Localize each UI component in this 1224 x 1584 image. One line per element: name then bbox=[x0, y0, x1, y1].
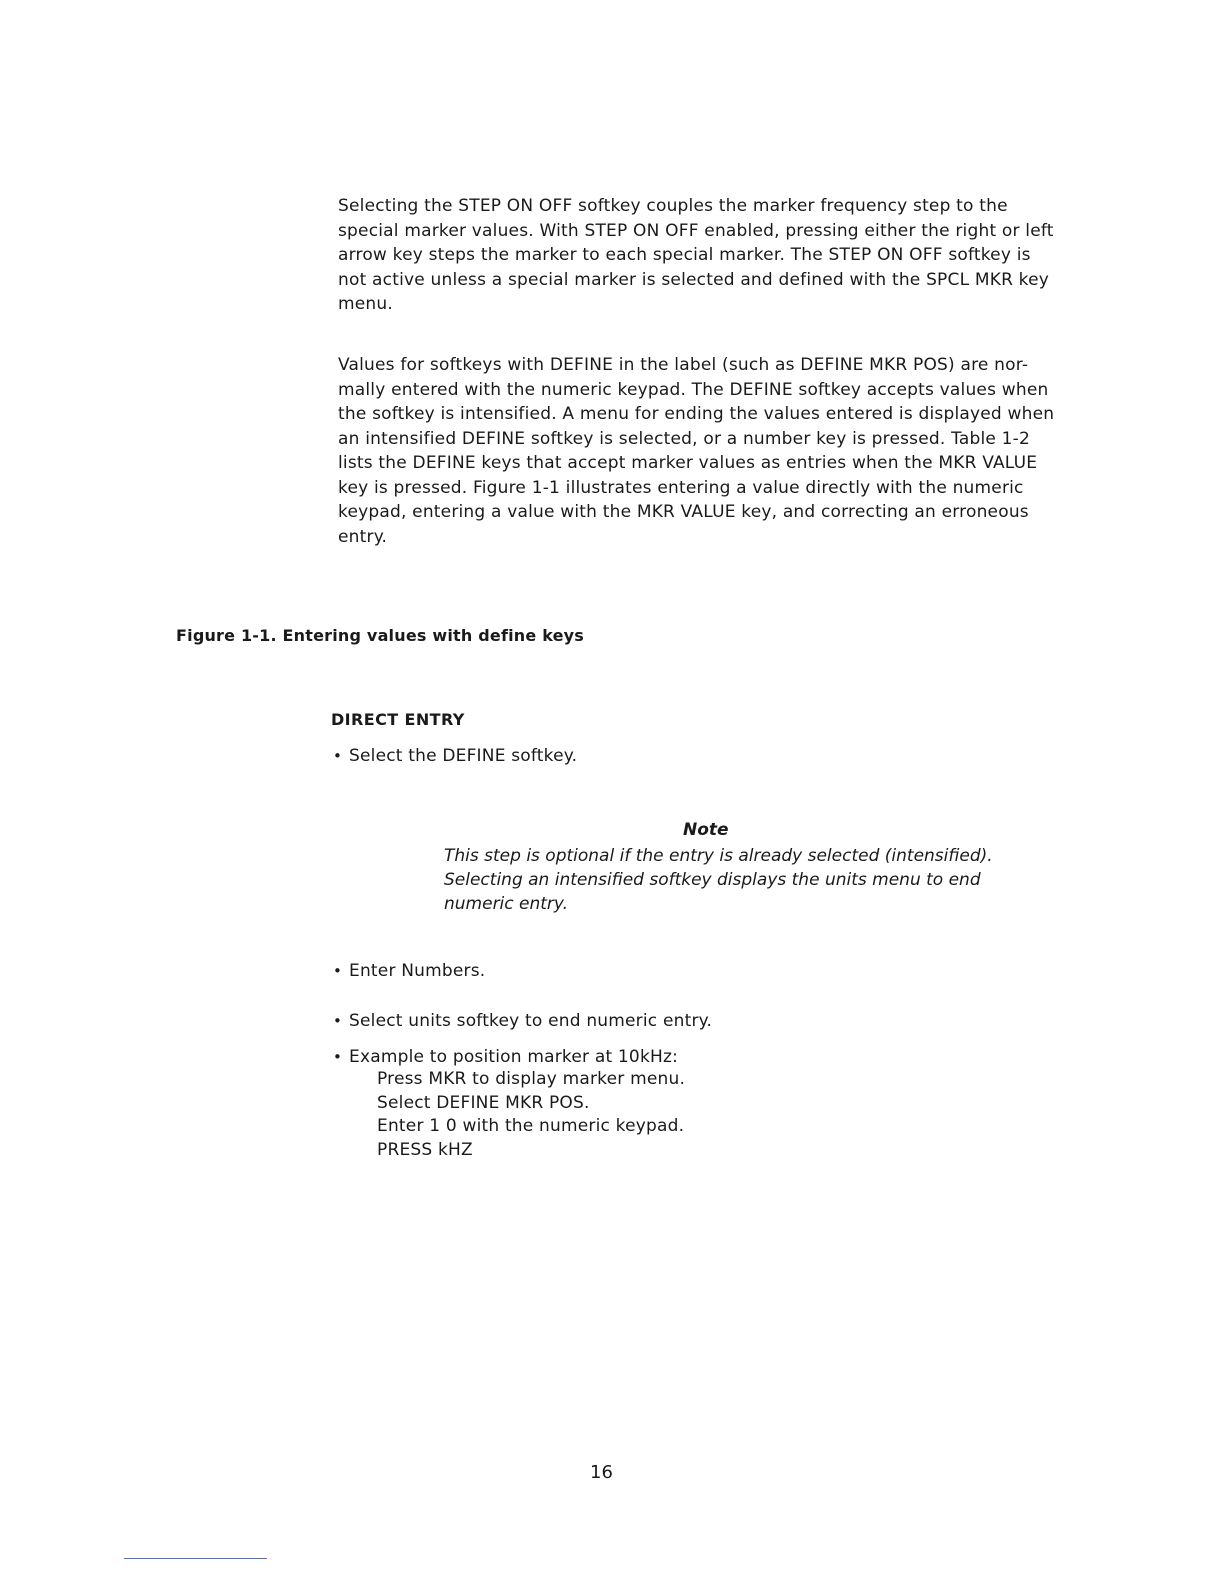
note-body bbox=[444, 844, 1004, 916]
paragraph-line: an intensified DEFINE softkey is selected, or a number key is pressed. Table 1-2 bbox=[338, 428, 1031, 449]
paragraph-line: lists the DEFINE keys that accept marker values as entries when the MKR VALUE bbox=[338, 453, 1038, 473]
note-title: Note bbox=[683, 820, 729, 840]
figure-caption: Figure 1-1. Entering values with define keys bbox=[176, 626, 585, 645]
paragraph-line: the softkey is intensified. A menu for ending the values entered is displayed when bbox=[338, 404, 1055, 424]
paragraph-define-softkeys bbox=[338, 353, 1088, 549]
paragraph-line: Values for softkeys with DEFINE in the label (such as DEFINE MKR POS) are nor- bbox=[338, 355, 1029, 375]
paragraph-line: special marker values. With STEP ON OFF enabled, pressing either the right or left bbox=[338, 220, 1054, 241]
bullet-icon: • bbox=[333, 1012, 343, 1030]
bullet-icon: • bbox=[333, 1048, 343, 1066]
paragraph-line: key is pressed. Figure 1-1 illustrates entering a value directly with the numeric bbox=[338, 477, 1024, 498]
list-item bbox=[333, 1045, 678, 1069]
paragraph-line: arrow key steps the marker to each special marker. The STEP ON OFF softkey is bbox=[338, 245, 1031, 265]
bullet-text: Select the DEFINE softkey. bbox=[349, 746, 578, 766]
page-number: 16 bbox=[590, 1462, 613, 1483]
paragraph-line: menu. bbox=[338, 294, 393, 314]
bullet-icon: • bbox=[333, 747, 343, 765]
direct-entry-heading: DIRECT ENTRY bbox=[331, 710, 465, 729]
paragraph-line: not active unless a special marker is selected and defined with the SPCL MKR key bbox=[338, 269, 1050, 290]
note-line: This step is optional if the entry is already selected (intensified). bbox=[444, 846, 993, 866]
example-step: PRESS kHZ bbox=[377, 1139, 473, 1160]
paragraph-line: mally entered with the numeric keypad. The DEFINE softkey accepts values when bbox=[338, 379, 1049, 400]
list-item bbox=[333, 1009, 712, 1033]
paragraph-line: Selecting the STEP ON OFF softkey couples the marker frequency step to the bbox=[338, 196, 1008, 216]
paragraph-step-on-off bbox=[338, 194, 1088, 317]
paragraph-line: keypad, entering a value with the MKR VALUE key, and correcting an erroneous bbox=[338, 502, 1029, 522]
note-line: numeric entry. bbox=[444, 894, 569, 914]
bullet-icon: • bbox=[333, 962, 343, 980]
bullet-text: Select units softkey to end numeric entry. bbox=[349, 1011, 713, 1031]
example-step: Press MKR to display marker menu. bbox=[377, 1069, 686, 1089]
example-step: Select DEFINE MKR POS. bbox=[377, 1092, 590, 1113]
footer-rule bbox=[124, 1558, 267, 1559]
note-line: Selecting an intensified softkey displays the units menu to end bbox=[444, 870, 981, 890]
example-steps bbox=[377, 1068, 685, 1162]
list-item bbox=[333, 959, 485, 983]
example-step: Enter 1 0 with the numeric keypad. bbox=[377, 1116, 685, 1136]
list-item bbox=[333, 744, 577, 768]
bullet-text: Enter Numbers. bbox=[349, 961, 486, 981]
paragraph-line: entry. bbox=[338, 526, 388, 547]
bullet-text: Example to position marker at 10kHz: bbox=[349, 1047, 679, 1067]
